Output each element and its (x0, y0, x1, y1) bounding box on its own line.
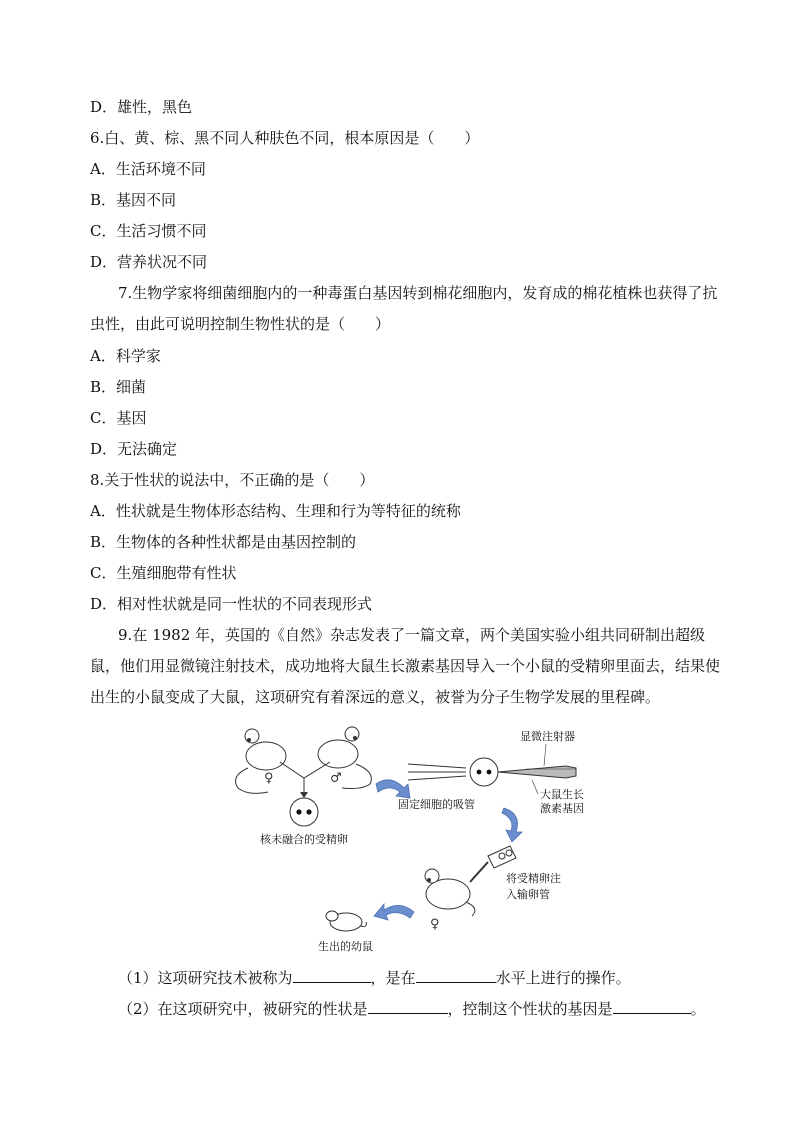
supermouse-experiment-figure (226, 722, 606, 958)
egg-under-injection-icon (470, 758, 498, 786)
sub1-suffix: 水平上进行的操作。 (495, 969, 631, 987)
label-newborn: 生出的幼鼠 (318, 940, 373, 953)
label-pipette: 固定细胞的吸管 (398, 798, 475, 811)
option-6d: D．营养状况不同 (90, 253, 208, 271)
option-8b: B．生物体的各种性状都是由基因控制的 (90, 533, 357, 551)
sub2-suffix: 。 (690, 1000, 706, 1018)
option-8c: C．生殖细胞带有性状 (90, 564, 237, 582)
option-7a: A．科学家 (90, 347, 161, 365)
holding-pipette-icon (408, 764, 466, 780)
option-7b: B．细菌 (90, 378, 147, 396)
answer-blank-level[interactable] (416, 966, 496, 983)
blue-arrow-icon (502, 808, 522, 842)
label-growth-gene-line1: 大鼠生长 (540, 788, 584, 801)
answer-blank-technique[interactable] (293, 966, 371, 983)
answer-blank-gene[interactable] (613, 997, 691, 1014)
question-6-stem: 6.白、黄、棕、黑不同人种肤色不同，根本原因是（ ） (90, 129, 480, 147)
option-7c: C．基因 (90, 409, 147, 427)
label-growth-gene-line2: 激素基因 (540, 802, 584, 815)
blue-arrow-icon (374, 904, 414, 920)
option-8a: A．性状就是生物体形态结构、生理和行为等特征的统称 (90, 502, 461, 520)
female-mouse-icon (236, 729, 286, 793)
newborn-mouse-icon (326, 911, 366, 931)
question-9-sub2 (118, 997, 706, 1019)
question-9-stem: 9.在 1982 年，英国的《自然》杂志发表了一篇文章，两个美国实验小组共同研制出超级鼠，他们用显微镜注射技术，成功地将大鼠生长激素基因导入一个小鼠的受精卵里面去，结果使出生的小鼠变成了大鼠，这项研究有着深远的意义，被誉为分子生物学发展的里程碑。 (90, 626, 721, 706)
fertilized-egg-icon (290, 798, 318, 826)
male-mouse-icon (318, 727, 371, 789)
sub1-prefix: （1）这项研究技术被称为 (118, 969, 293, 987)
option-6a: A．生活环境不同 (90, 160, 206, 178)
question-9-sub1 (118, 966, 631, 988)
label-inject-line2: 入输卵管 (506, 888, 550, 901)
male-symbol: ♂ (330, 771, 342, 786)
label-unfused-egg: 核未融合的受精卵 (260, 833, 348, 846)
answer-blank-trait[interactable] (368, 997, 448, 1014)
sub1-middle: ，是在 (370, 969, 416, 987)
female-symbol-2: ♀ (430, 917, 440, 932)
question-8-stem: 8.关于性状的说法中，不正确的是（ ） (90, 471, 375, 489)
label-inject-line1: 将受精卵注 (506, 872, 561, 885)
option-6b: B．基因不同 (90, 191, 177, 209)
option-7d: D．无法确定 (90, 440, 178, 458)
label-microinjector: 显微注射器 (520, 730, 575, 743)
sub2-prefix: （2）在这项研究中，被研究的性状是 (118, 1000, 368, 1018)
blue-arrow-icon (376, 780, 410, 798)
option-8d: D．相对性状就是同一性状的不同表现形式 (90, 595, 373, 613)
sub2-middle: ，控制这个性状的基因是 (447, 1000, 613, 1018)
question-7-stem: 7.生物学家将细菌细胞内的一种毒蛋白基因转到棉花细胞内，发育成的棉花植株也获得了抗虫性，由此可说明控制生物性状的是（ ） (90, 284, 718, 333)
recipient-mouse-icon (425, 869, 475, 916)
option-6c: C．生活习惯不同 (90, 222, 207, 240)
option-5d: D．雄性，黑色 (90, 98, 193, 116)
female-symbol-1: ♀ (264, 771, 274, 786)
microinjector-icon (498, 766, 576, 778)
